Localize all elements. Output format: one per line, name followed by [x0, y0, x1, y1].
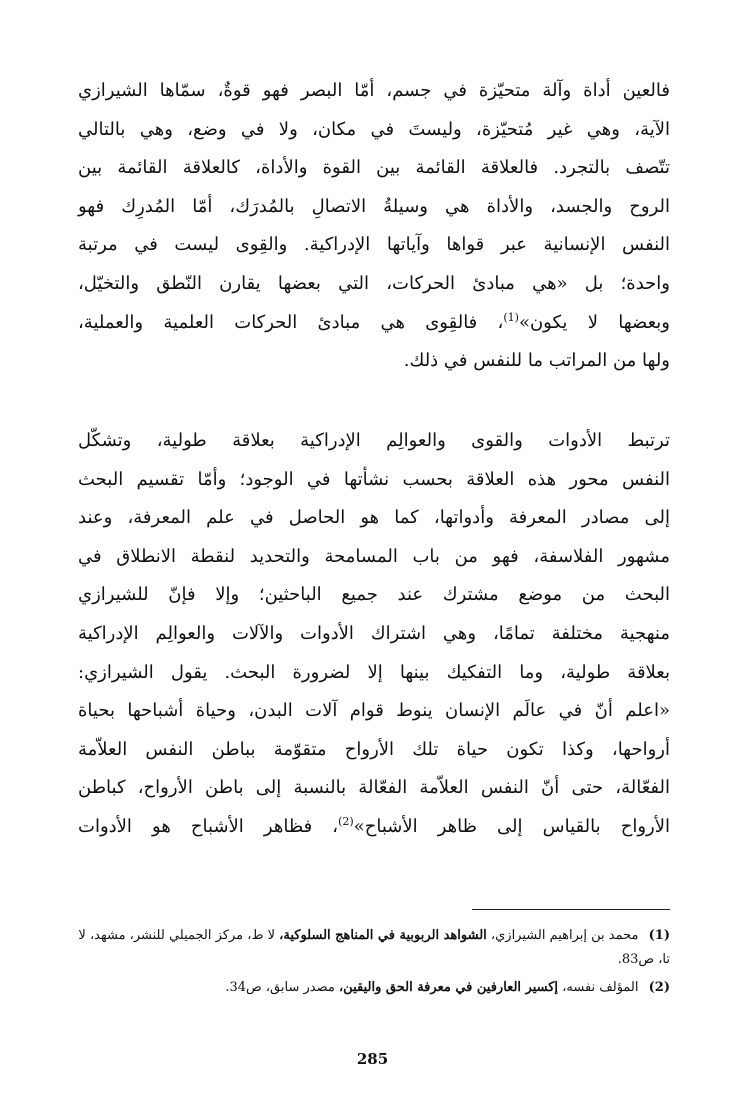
text-segment: ، فالقِوى هي مبادئ الحركات العلمية والعملية، [78, 311, 504, 333]
text-segment: الأرواح بالقياس إلى ظاهر الأشباح» [353, 815, 670, 837]
footnotes [78, 924, 670, 1004]
footnote-2 [78, 976, 670, 1000]
footnote-ref-1: (1) [503, 310, 519, 324]
footnote-title: الشواهد الربوبية في المناهج السلوكية، [279, 928, 487, 943]
footnote-title: إكسير العارفين في معرفة الحق واليقين، [338, 980, 559, 995]
text-line: مشهور الفلاسفة، فهو من باب المسامحة والتحديد لنقطة الانطلاق في [78, 545, 670, 567]
footnote-details: لا ط، مركز الجميلي للنشر، مشهد، لا تا، ص83. [78, 928, 670, 967]
text-line: ترتبط الأدوات والقوى والعوالِم الإدراكية بعلاقة طولية، وتشكّل [78, 430, 670, 451]
text-line: البحث من موضع مشترك عند جميع الباحثين؛ وإلا فإنّ للشيرازي [78, 584, 670, 606]
text-line: واحدة؛ بل «هي مبادئ الحركات، التي بعضها يقارن النّطق والتخيّل، [78, 272, 670, 294]
text-line: إلى مصادر المعرفة وأدواتها، كما هو الحاصل في علم المعرفة، وعند [78, 507, 670, 529]
text-line: فالعين أداة وآلة متحيّزة في جسم، أمّا البصر فهو قوةٌ، سمّاها الشيرازي [78, 80, 670, 101]
footnote-ref-2: (2) [338, 814, 354, 828]
paragraph-2 [78, 422, 670, 847]
footnote-author: محمد بن إبراهيم الشيرازي، [490, 928, 639, 943]
footnote-1 [78, 924, 670, 972]
text-line: «اعلم أنّ في عالَم الإنسان ينوط قوام آلات البدن، وحياة أشباحها بحياة [78, 700, 670, 722]
text-line: تتّصف بالتجرد. فالعلاقة القائمة بين القوة والأداة، كالعلاقة القائمة بين [78, 157, 670, 179]
text-segment: ، فظاهر الأشباح هو الأدوات [78, 815, 339, 837]
text-line: أرواحها، وكذا تكون حياة تلك الأرواح متقوّمة بباطن النفس العلاّمة [78, 738, 670, 760]
page-number: 285 [356, 1050, 389, 1068]
text-line: منهجية مختلفة تمامًا، وهي اشتراك الأدوات والآلات والعوالِم الإدراكية [78, 622, 670, 644]
text-line [78, 808, 670, 847]
footnote-author: المؤلف نفسه، [562, 980, 639, 995]
text-line: النفس محور هذه العلاقة بحسب نشأتها في الوجود؛ وأمّا تقسيم البحث [78, 468, 670, 490]
text-line: الآية، وهي غير مُتحيّزة، وليستَ في مكان، ولا في وضع، وهي بالتالي [78, 118, 670, 140]
footnote-number: (1) [648, 928, 670, 943]
text-line: النفس الإنسانية عبر قواها وآياتها الإدراكية. والقِوى ليست في مرتبة [78, 234, 670, 256]
text-line: الروح والجسد، والأداة هي وسيلةُ الاتصالِ بالمُدرَك، أمّا المُدرِك فهو [78, 195, 670, 217]
text-line: بعلاقة طولية، وما التفكيك بينها إلا لضرورة البحث. يقول الشيرازي: [78, 661, 670, 683]
text-line: ولها من المراتب ما للنفس في ذلك. [403, 350, 670, 372]
text-line: الفعّالة، حتى أنّ النفس العلاّمة الفعّالة بالنسبة إلى باطن الأرواح، كباطن [78, 777, 670, 799]
footnote-divider [472, 909, 670, 910]
paragraph-1 [78, 72, 670, 381]
footnote-details: مصدر سابق، ص34. [225, 980, 335, 995]
text-line [78, 304, 670, 343]
footnote-number: (2) [648, 980, 670, 995]
text-segment: وبعضها لا يكون» [518, 311, 670, 333]
